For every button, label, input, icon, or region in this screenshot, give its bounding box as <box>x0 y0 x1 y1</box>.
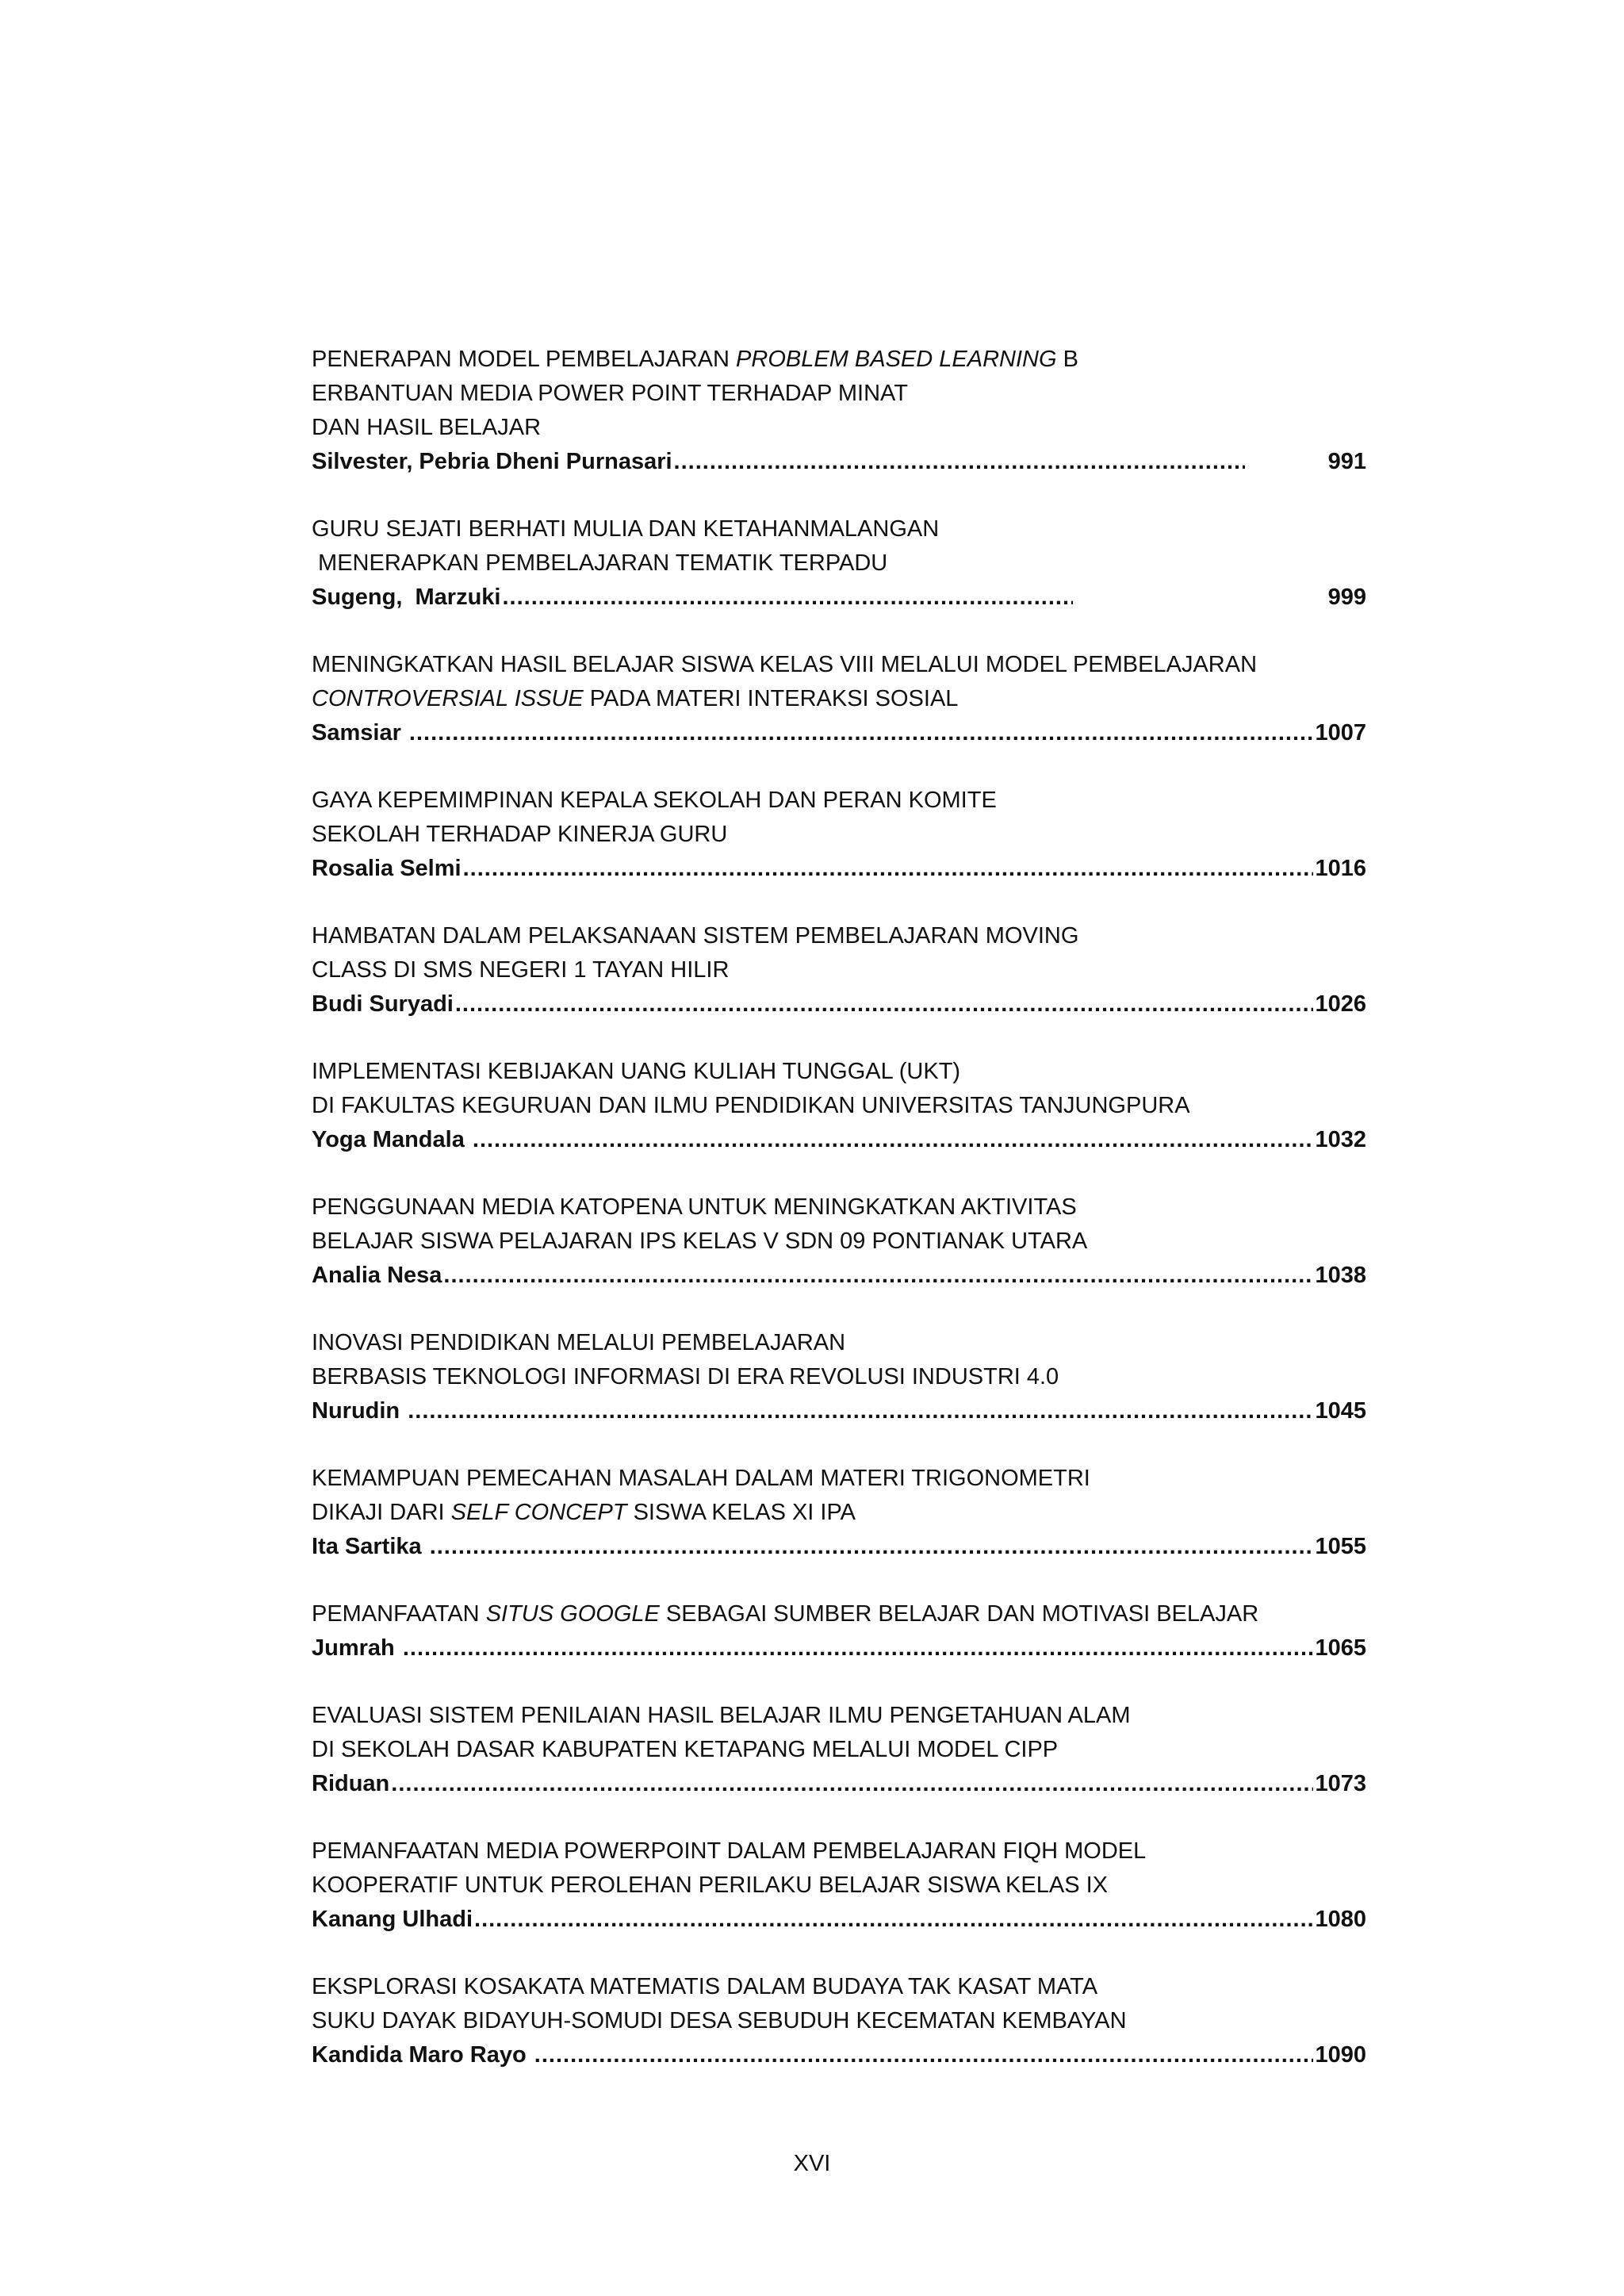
entry-title-line: DIKAJI DARI SELF CONCEPT SISWA KELAS XI IPA <box>312 1500 856 1525</box>
entry-title-line: BELAJAR SISWA PELAJARAN IPS KELAS V SDN 09 PONTIANAK UTARA <box>312 1228 1088 1254</box>
entry-author: Yoga Mandala <box>312 1127 471 1152</box>
entry-author-line <box>312 1123 1366 1157</box>
entry-page-number: 1065 <box>1315 1635 1366 1661</box>
entry-author-line <box>312 1903 1366 1937</box>
entry-title-line: CONTROVERSIAL ISSUE PADA MATERI INTERAKSI SOSIAL <box>312 686 959 711</box>
entry-title-line: BERBASIS TEKNOLOGI INFORMASI DI ERA REVOLUSI INDUSTRI 4.0 <box>312 1364 1059 1389</box>
entry-author: Rosalia Selmi <box>312 856 462 881</box>
entry-title-line: GURU SEJATI BERHATI MULIA DAN KETAHANMALANGAN <box>312 516 940 542</box>
page-number: XVI <box>793 2151 831 2176</box>
entry-page-number: 1090 <box>1315 2042 1366 2068</box>
entry-title-line: EVALUASI SISTEM PENILAIAN HASIL BELAJAR ILMU PENGETAHUAN ALAM <box>312 1703 1131 1728</box>
dot-leader <box>403 1631 1314 1665</box>
entry-author: Ita Sartika <box>312 1534 428 1559</box>
entry-author: Silvester, Pebria Dheni Purnasari <box>312 449 672 474</box>
entry-page-number: 1073 <box>1315 1771 1366 1796</box>
toc-entry[interactable] <box>312 784 1366 886</box>
entry-title-line: DI SEKOLAH DASAR KABUPATEN KETAPANG MELALUI MODEL CIPP <box>312 1737 1059 1762</box>
entry-page-number: 1045 <box>1315 1398 1366 1424</box>
entry-page-number: 999 <box>1327 585 1366 610</box>
toc-entry[interactable] <box>312 1970 1366 2072</box>
entry-author-line <box>312 1767 1366 1801</box>
entry-author: Nurudin <box>312 1398 407 1424</box>
entry-title-line: MENINGKATKAN HASIL BELAJAR SISWA KELAS VIII MELALUI MODEL PEMBELAJARAN <box>312 652 1258 677</box>
entry-author-line <box>312 716 1366 750</box>
entry-title-line: SEKOLAH TERHADAP KINERJA GURU <box>312 822 728 847</box>
dot-leader <box>391 1767 1313 1801</box>
entry-title-line: CLASS DI SMS NEGERI 1 TAYAN HILIR <box>312 957 730 983</box>
toc-entry[interactable] <box>312 1326 1366 1428</box>
toc-entry[interactable] <box>312 1462 1366 1564</box>
entry-author-line <box>312 1394 1366 1428</box>
toc-entry[interactable] <box>312 343 1366 479</box>
entry-page-number: 991 <box>1327 449 1366 474</box>
dot-leader <box>473 1123 1314 1157</box>
entry-author-line <box>312 1631 1366 1665</box>
entry-author-line <box>312 987 1366 1022</box>
toc-entry[interactable] <box>312 648 1366 750</box>
entry-page-number: 1007 <box>1315 720 1366 746</box>
entry-page-number: 1016 <box>1315 856 1366 881</box>
entry-page-number: 1032 <box>1315 1127 1366 1152</box>
entry-title-line: PEMANFAATAN MEDIA POWERPOINT DALAM PEMBELAJARAN FIQH MODEL <box>312 1838 1147 1864</box>
toc-entry[interactable] <box>312 1834 1366 1937</box>
entry-title-line: PENERAPAN MODEL PEMBELAJARAN PROBLEM BASED LEARNING B <box>312 347 1078 372</box>
toc-entry[interactable] <box>312 919 1366 1022</box>
entry-author-line <box>312 581 1366 615</box>
entry-author: Samsiar <box>312 720 408 746</box>
entry-author-line <box>312 1530 1366 1564</box>
dot-leader <box>430 1530 1314 1564</box>
dot-leader <box>408 1394 1313 1428</box>
dot-leader <box>534 2038 1314 2072</box>
dot-leader <box>674 445 1245 479</box>
entry-author: Riduan <box>312 1771 390 1796</box>
entry-author: Analia Nesa <box>312 1263 442 1288</box>
dot-leader <box>443 1259 1313 1293</box>
entry-title-line: ERBANTUAN MEDIA POWER POINT TERHADAP MINAT <box>312 381 908 406</box>
entry-author-line <box>312 2038 1366 2072</box>
toc-entry[interactable] <box>312 512 1366 615</box>
entry-title-line: PEMANFAATAN SITUS GOOGLE SEBAGAI SUMBER BELAJAR DAN MOTIVASI BELAJAR <box>312 1601 1259 1627</box>
entry-title-line: DAN HASIL BELAJAR <box>312 415 542 440</box>
entry-page-number: 1055 <box>1315 1534 1366 1559</box>
entry-author: Kanang Ulhadi <box>312 1907 473 1932</box>
entry-title-line: PENGGUNAAN MEDIA KATOPENA UNTUK MENINGKATKAN AKTIVITAS <box>312 1194 1077 1220</box>
table-of-contents <box>312 343 1366 2106</box>
entry-author: Kandida Maro Rayo <box>312 2042 533 2068</box>
toc-entry[interactable] <box>312 1190 1366 1293</box>
entry-title-line: MENERAPKAN PEMBELAJARAN TEMATIK TERPADU <box>312 550 888 576</box>
entry-title-line: KEMAMPUAN PEMECAHAN MASALAH DALAM MATERI TRIGONOMETRI <box>312 1466 1090 1491</box>
dot-leader <box>474 1903 1313 1937</box>
entry-title-line: DI FAKULTAS KEGURUAN DAN ILMU PENDIDIKAN UNIVERSITAS TANJUNGPURA <box>312 1093 1190 1118</box>
dot-leader <box>502 581 1073 615</box>
entry-author-line <box>312 1259 1366 1293</box>
dot-leader <box>455 987 1314 1022</box>
entry-title-line: EKSPLORASI KOSAKATA MATEMATIS DALAM BUDAYA TAK KASAT MATA <box>312 1974 1098 1999</box>
toc-entry[interactable] <box>312 1055 1366 1157</box>
toc-entry[interactable] <box>312 1699 1366 1801</box>
entry-title-line: HAMBATAN DALAM PELAKSANAAN SISTEM PEMBELAJARAN MOVING <box>312 923 1079 949</box>
entry-author: Jumrah <box>312 1635 401 1661</box>
toc-entry[interactable] <box>312 1597 1366 1665</box>
entry-page-number: 1026 <box>1315 991 1366 1017</box>
dot-leader <box>463 852 1314 886</box>
entry-title-line: GAYA KEPEMIMPINAN KEPALA SEKOLAH DAN PERAN KOMITE <box>312 788 997 813</box>
entry-author: Sugeng, Marzuki <box>312 585 501 610</box>
entry-author-line <box>312 445 1366 479</box>
dot-leader <box>409 716 1314 750</box>
entry-title-line: KOOPERATIF UNTUK PEROLEHAN PERILAKU BELAJAR SISWA KELAS IX <box>312 1872 1108 1898</box>
entry-author: Budi Suryadi <box>312 991 454 1017</box>
entry-author-line <box>312 852 1366 886</box>
entry-title-line: INOVASI PENDIDIKAN MELALUI PEMBELAJARAN <box>312 1330 846 1355</box>
entry-title-line: SUKU DAYAK BIDAYUH-SOMUDI DESA SEBUDUH KECEMATAN KEMBAYAN <box>312 2008 1127 2033</box>
entry-title-line: IMPLEMENTASI KEBIJAKAN UANG KULIAH TUNGGAL (UKT) <box>312 1059 961 1084</box>
entry-page-number: 1080 <box>1315 1907 1366 1932</box>
entry-page-number: 1038 <box>1315 1263 1366 1288</box>
